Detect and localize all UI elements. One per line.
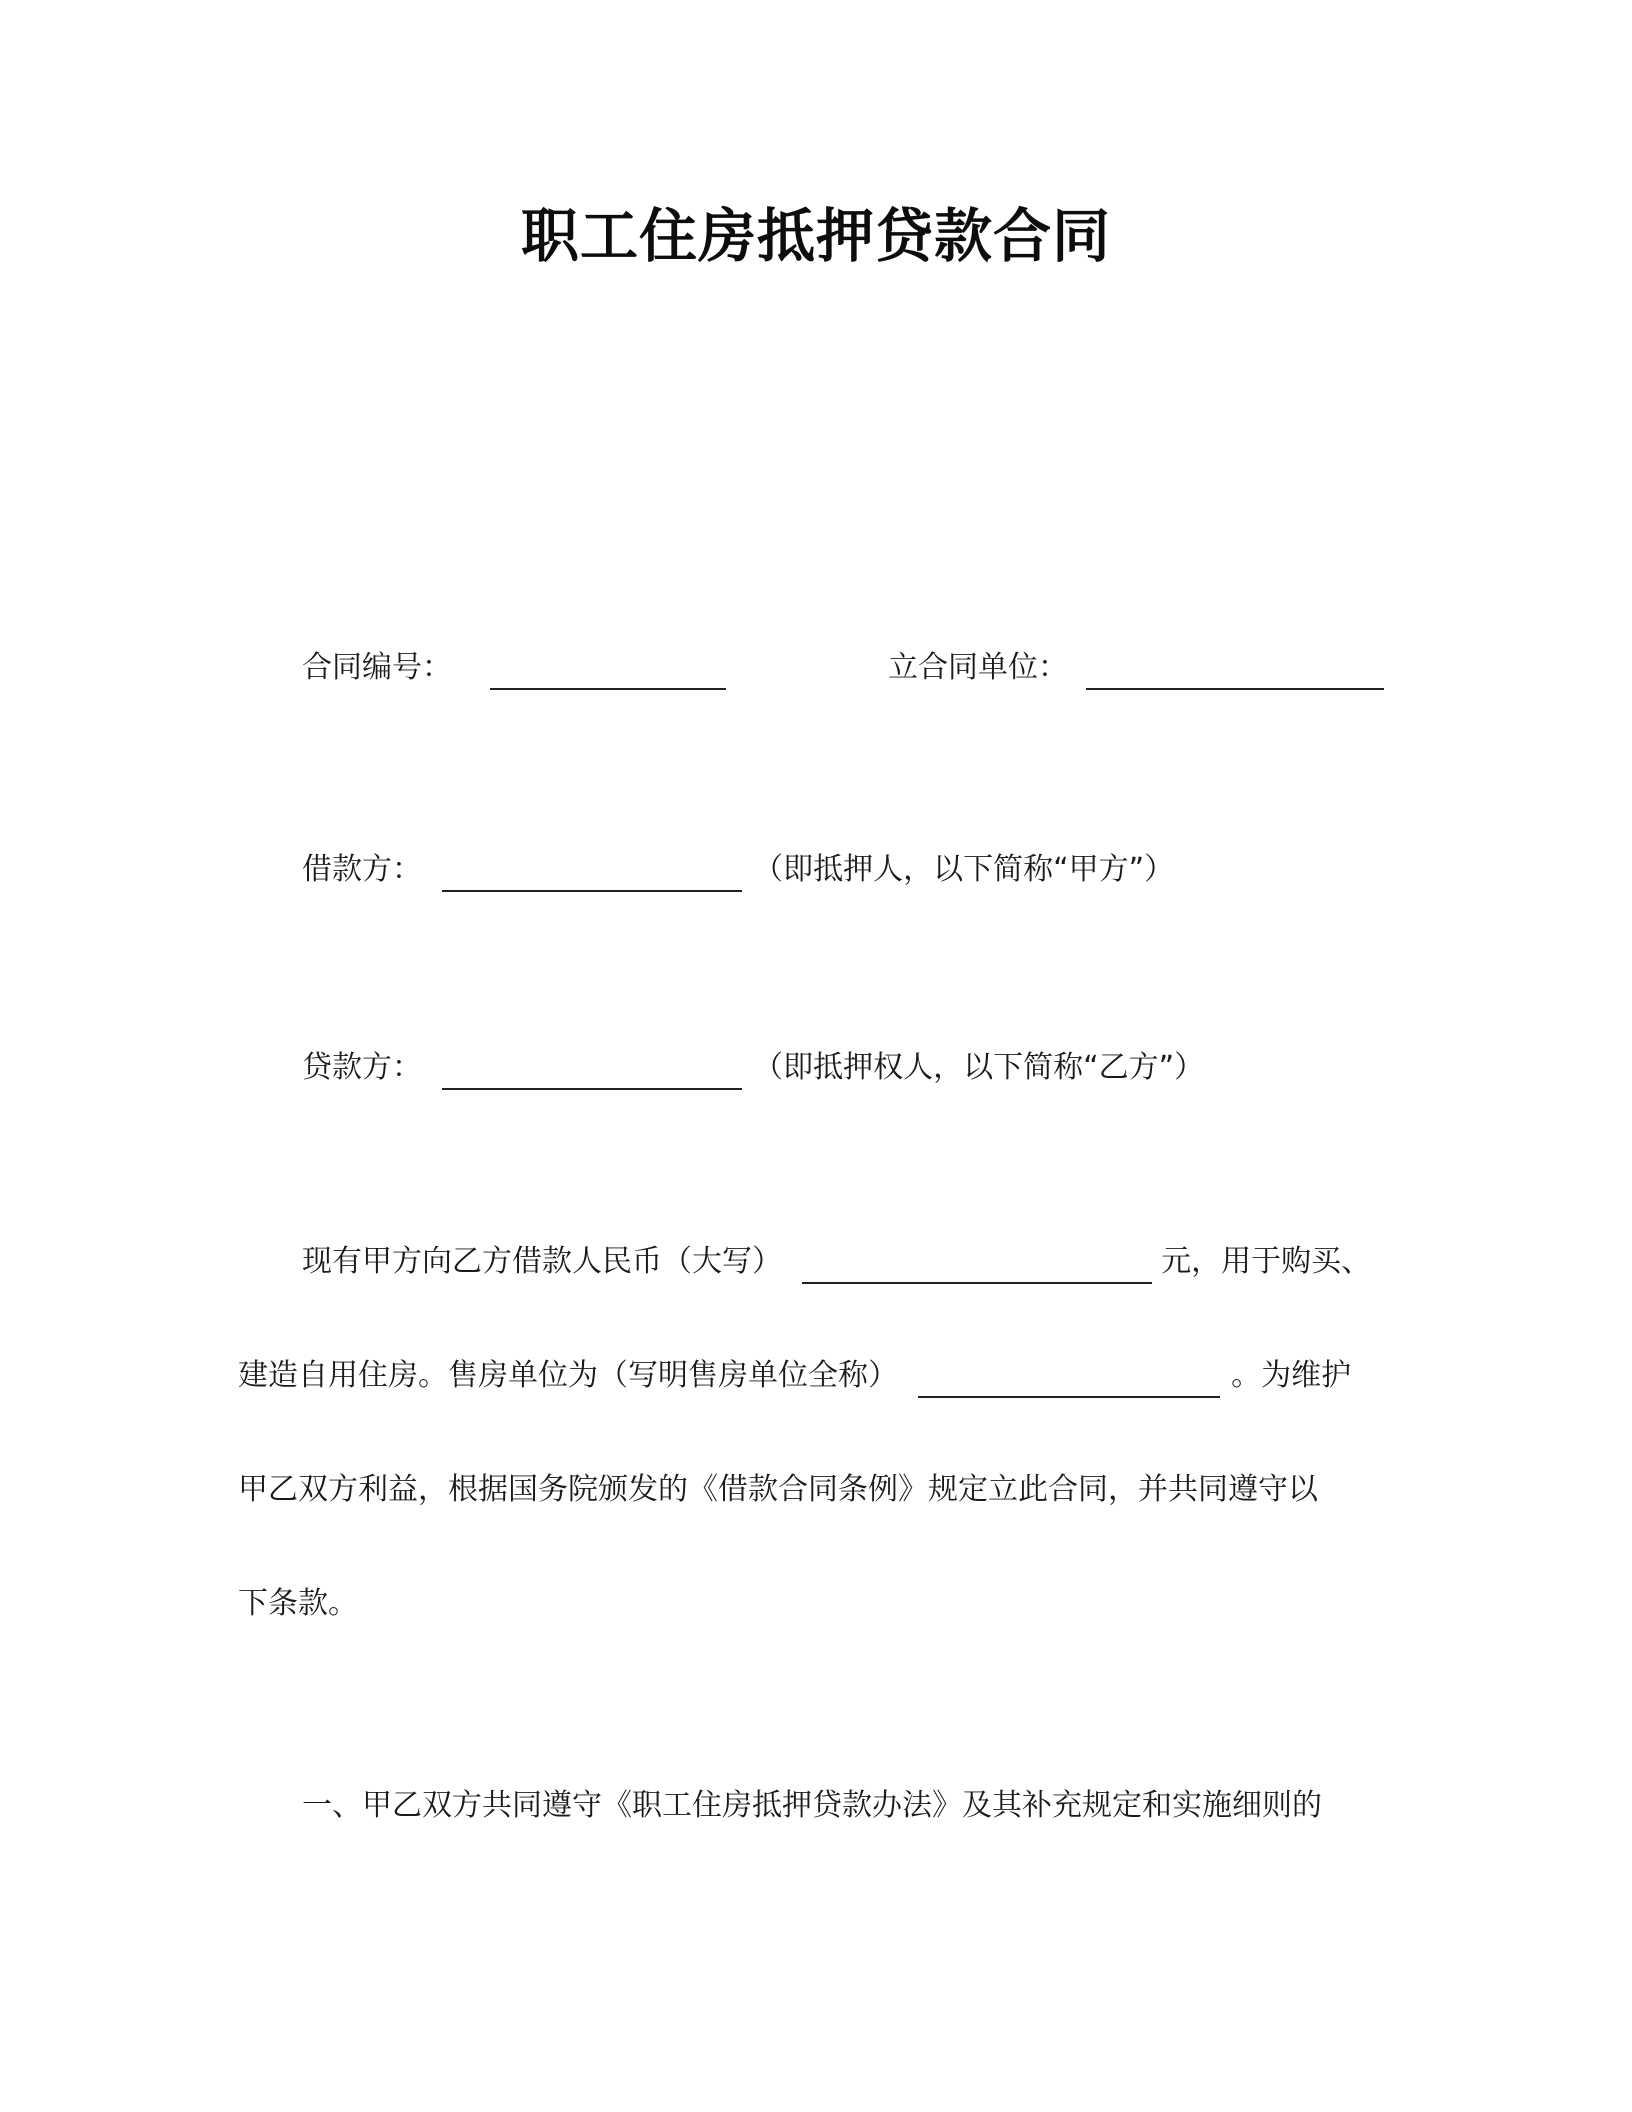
lender-note: （即抵押权人，以下简称“乙方”） xyxy=(753,1050,1205,1085)
para1-line4-text: 下条款。 xyxy=(238,1586,358,1621)
contract-unit-row xyxy=(888,646,1390,690)
contract-number-field[interactable] xyxy=(490,652,726,690)
para1-line3 xyxy=(238,1468,1318,1512)
contract-unit-field[interactable] xyxy=(1086,652,1384,690)
borrower-label: 借款方： xyxy=(302,852,422,887)
borrower-field[interactable] xyxy=(442,854,742,892)
para1-line1-text-a: 现有甲方向乙方借款人民币（大写） xyxy=(302,1244,782,1279)
page-title: 职工住房抵押贷款合同 xyxy=(520,202,1111,270)
contract-number-row xyxy=(302,646,732,690)
contract-unit-label: 立合同单位： xyxy=(888,650,1068,685)
lender-field[interactable] xyxy=(442,1052,742,1090)
para1-line2-text-b: 。为维护 xyxy=(1231,1358,1352,1393)
lender-row xyxy=(302,1046,1204,1090)
para1-line1-text-b: 元，用于购买、 xyxy=(1161,1244,1372,1279)
lender-label: 贷款方： xyxy=(302,1050,422,1085)
contract-number-label: 合同编号： xyxy=(302,650,452,685)
para1-line1 xyxy=(302,1240,1371,1284)
borrower-note: （即抵押人，以下简称“甲方”） xyxy=(753,852,1175,887)
loan-amount-field[interactable] xyxy=(802,1246,1152,1284)
para1-line3-text: 甲乙双方利益，根据国务院颁发的《借款合同条例》规定立此合同，并共同遵守以 xyxy=(238,1472,1318,1507)
borrower-row xyxy=(302,848,1174,892)
para1-line2-text-a: 建造自用住房。售房单位为（写明售房单位全称） xyxy=(238,1358,898,1393)
clause1-line1-text: 一、甲乙双方共同遵守《职工住房抵押贷款办法》及其补充规定和实施细则的 xyxy=(302,1788,1322,1823)
clause1-line1 xyxy=(302,1784,1322,1828)
seller-name-field[interactable] xyxy=(918,1360,1220,1398)
para1-line2 xyxy=(238,1354,1351,1398)
para1-line4 xyxy=(238,1582,358,1626)
